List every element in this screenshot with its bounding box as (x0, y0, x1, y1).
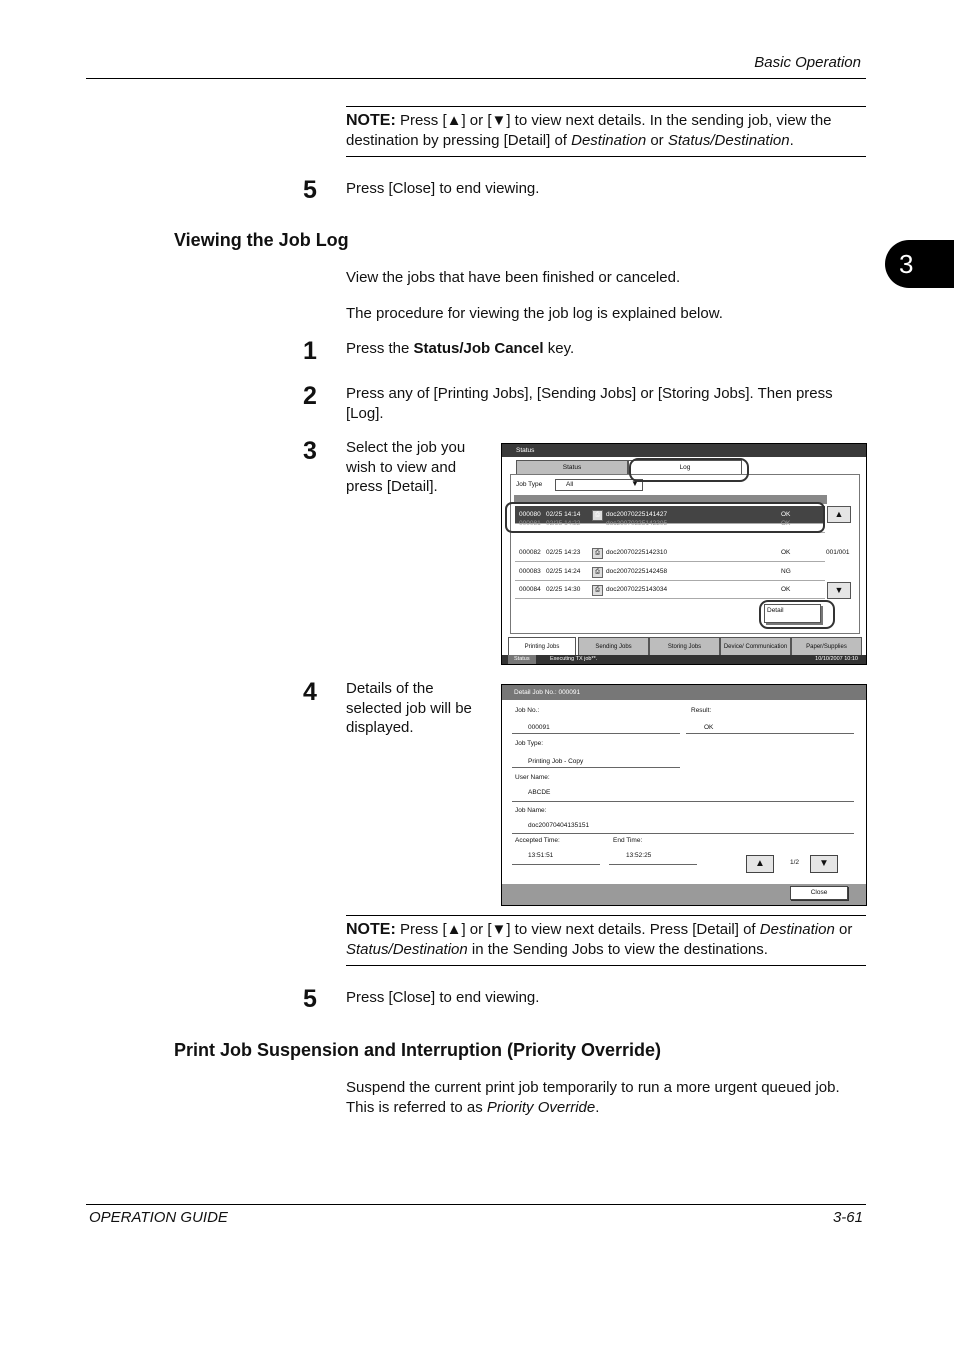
close-button[interactable]: Close (790, 886, 848, 900)
tab-log[interactable]: Log (628, 460, 742, 475)
job-type-select[interactable]: All (555, 479, 643, 491)
step-text: Details of the selected job will be displayed. (346, 680, 472, 736)
step-number: 3 (303, 437, 317, 465)
section-heading: Print Job Suspension and Interruption (Priority Override) (174, 1040, 662, 1060)
tab-sending-jobs[interactable]: Sending Jobs (578, 637, 649, 657)
page-indicator: 1/2 (790, 859, 800, 866)
highlight-callout (629, 458, 749, 482)
field-label: End Time: (613, 837, 643, 844)
note-text: or (834, 921, 853, 938)
step-text: Select the job you wish to view and press [Detail]. (346, 439, 466, 495)
screen-title: Status (502, 444, 866, 457)
note-box-2 (346, 915, 866, 966)
scroll-down-button[interactable]: ▼ (827, 582, 851, 599)
note-box-1 (346, 106, 866, 157)
tab-storing-jobs[interactable]: Storing Jobs (649, 637, 720, 657)
tab-printing-jobs[interactable]: Printing Jobs (508, 637, 576, 657)
status-datetime: 10/10/2007 10:10 (815, 656, 858, 662)
term-em: Priority Override (486, 1098, 596, 1116)
scroll-up-button[interactable]: ▲ (827, 506, 851, 523)
detail-button[interactable]: Detail (764, 604, 821, 623)
job-type-label: Job Type (516, 481, 543, 488)
log-row[interactable]: 000084 02/25 14:30 ⎙ doc20070225143034 OK (515, 581, 825, 599)
step-number: 1 (303, 337, 317, 365)
tab-paper-supplies[interactable]: Paper/Supplies (791, 637, 862, 657)
paragraph: The procedure for viewing the job log is explained below. (346, 305, 723, 322)
page-indicator: 001/001 (826, 549, 850, 556)
field-value: 13:52:25 (626, 852, 652, 859)
note-label: NOTE: (346, 921, 396, 938)
step-text: Press any of [Printing Jobs], [Sending Jobs] or [Storing Jobs]. Then press [Log]. (346, 385, 833, 422)
running-header: Basic Operation (754, 54, 861, 71)
note-text: in the Sending Jobs to view the destinations. (467, 940, 768, 958)
status-bar (502, 655, 866, 664)
screen-title: Detail Job No.: 000091 (502, 685, 866, 700)
note-label: NOTE: (346, 112, 396, 129)
header-rule (86, 78, 866, 79)
field-label: Job Type: (515, 740, 544, 747)
field-value: 13:51:51 (528, 852, 554, 859)
tab-device-communication[interactable]: Device/ Communication (720, 637, 791, 657)
printer-icon: ⎙ (592, 567, 603, 578)
dropdown-arrow-icon[interactable]: ▼ (631, 479, 639, 488)
step-number: 4 (303, 678, 317, 706)
highlight-callout (505, 502, 825, 533)
field-label: Job Name: (515, 807, 547, 814)
note-em: Destination (759, 921, 835, 938)
step-number: 5 (303, 176, 317, 204)
note-text: Press [▲] or [▼] to view next details. Press [Detail] of (399, 921, 760, 938)
field-label: Accepted Time: (515, 837, 560, 844)
printer-icon: ⎙ (592, 510, 603, 521)
step-number: 5 (303, 985, 317, 1013)
footer-title: OPERATION GUIDE (89, 1209, 228, 1226)
field-label: Job No.: (515, 707, 540, 714)
note-em: Status/Destination (346, 940, 468, 958)
printer-icon: ⎙ (592, 548, 603, 559)
page-number: 3-61 (832, 1209, 863, 1226)
status-label: Status (508, 655, 536, 664)
log-row[interactable]: 000081 02/25 14:22 doc20070225142205 OK (515, 524, 825, 533)
note-em: Status/Destination (667, 131, 790, 149)
page-down-button[interactable]: ▼ (810, 855, 838, 873)
chapter-tab: 3 (885, 240, 954, 288)
highlight-callout (759, 600, 835, 629)
field-value: 000091 (528, 724, 550, 731)
note-text: . (789, 131, 794, 149)
field-value: Printing Job - Copy (528, 758, 584, 765)
step-number: 2 (303, 382, 317, 410)
note-text: or (646, 131, 668, 149)
field-value: doc20070404135151 (528, 822, 590, 829)
log-row[interactable]: 000082 02/25 14:23 ⎙ doc20070225142310 OK (515, 544, 825, 562)
field-value: OK (704, 724, 714, 731)
bottom-tab-bar (508, 637, 864, 655)
footer-rule (86, 1204, 866, 1205)
section-heading: Viewing the Job Log (174, 230, 349, 250)
step-text: Press [Close] to end viewing. (346, 989, 540, 1006)
note-em: Destination (571, 131, 647, 149)
log-row[interactable]: 000080 02/25 14:14 ⎙ doc20070225141427 OK (515, 506, 825, 524)
field-label: User Name: (515, 774, 550, 781)
detail-screen (501, 684, 867, 906)
status-message: Executing TX job**. (550, 656, 598, 662)
paragraph: Suspend the current print job temporarily to run a more urgent queued job. This is referred to as Priority Override. (346, 1079, 840, 1116)
printer-icon: ⎙ (592, 585, 603, 596)
step-text: Press the Status/Job Cancel key. (346, 340, 575, 357)
status-screen (501, 443, 867, 665)
paragraph: View the jobs that have been finished or canceled. (346, 269, 681, 286)
field-value: ABCDE (528, 789, 551, 796)
note-text: Press [▲] or [▼] to view next details. In the sending job, view the destination by pressing [Detail] of (346, 112, 832, 149)
field-label: Result: (691, 707, 712, 714)
log-row[interactable]: 000083 02/25 14:24 ⎙ doc20070225142458 NG (515, 563, 825, 581)
step-text: Press [Close] to end viewing. (346, 180, 540, 197)
page-up-button[interactable]: ▲ (746, 855, 774, 873)
tab-status[interactable]: Status (516, 460, 628, 475)
key-name: Status/Job Cancel (413, 340, 544, 357)
